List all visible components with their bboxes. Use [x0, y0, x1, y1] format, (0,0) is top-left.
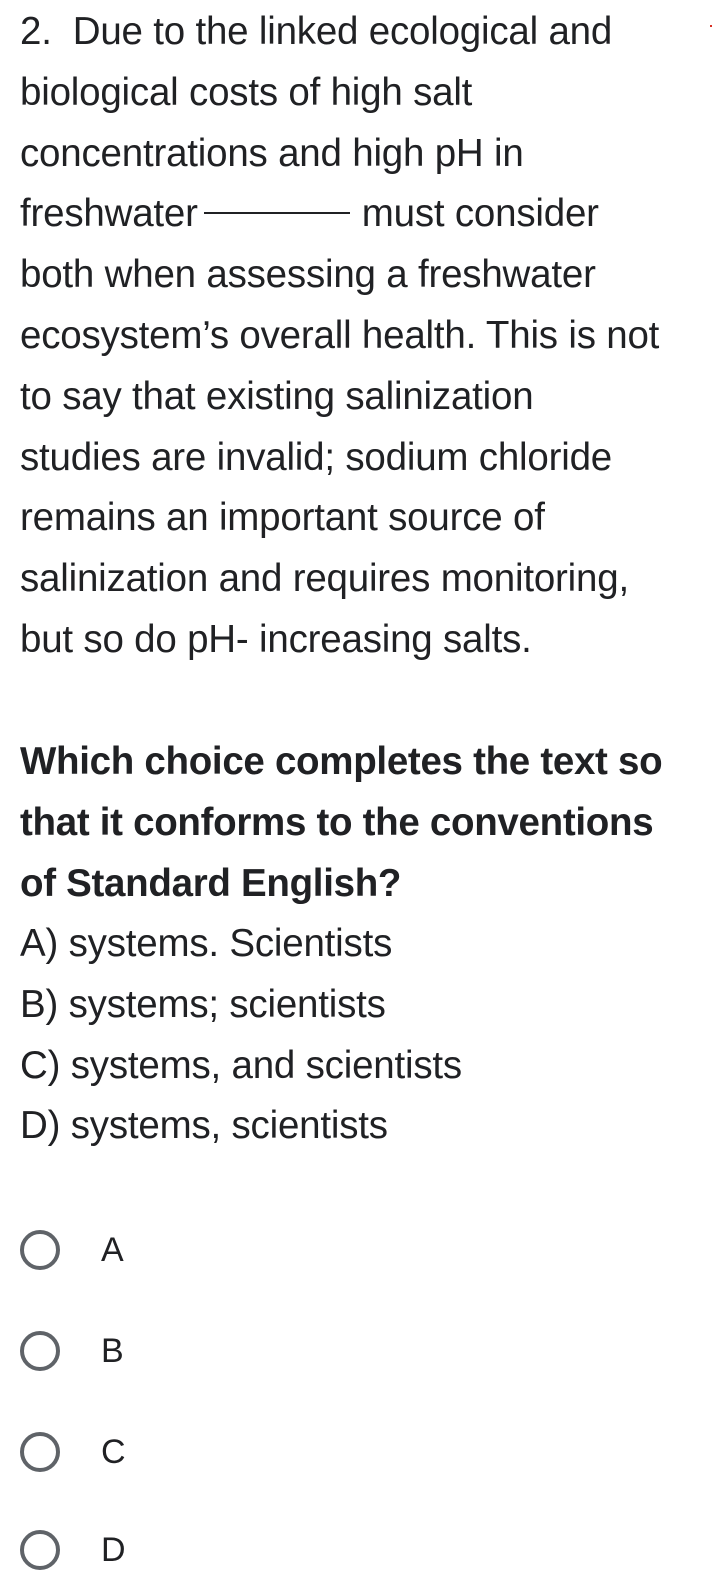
radio-unselected-icon[interactable] — [20, 1530, 60, 1570]
question-line: ecosystem’s overall health. This is not — [20, 313, 660, 357]
question-text — [20, 2, 710, 671]
option-a[interactable] — [20, 1220, 124, 1280]
question-line-with-blank: freshwater must consider — [20, 192, 599, 236]
choice-c-text: C) systems, and scientists — [20, 1043, 462, 1087]
question-prompt — [20, 732, 700, 914]
option-label: B — [101, 1331, 124, 1370]
radio-unselected-icon[interactable] — [20, 1230, 60, 1270]
prompt-line: that it conforms to the conventions — [20, 800, 654, 844]
radio-unselected-icon[interactable] — [20, 1331, 60, 1371]
choice-a-text: A) systems. Scientists — [20, 922, 393, 965]
red-dot-mark — [710, 25, 712, 27]
question-line: concentrations and high pH in — [20, 131, 524, 175]
question-line: biological costs of high salt — [20, 70, 473, 114]
option-d[interactable] — [20, 1520, 126, 1580]
question-line: remains an important source of — [20, 496, 545, 540]
prompt-line: of Standard English? — [20, 861, 402, 905]
question-line: to say that existing salinization — [20, 374, 534, 418]
question-line: studies are invalid; sodium chloride — [20, 435, 612, 479]
option-c[interactable] — [20, 1422, 126, 1482]
question-line: but so do pH- increasing salts. — [20, 617, 532, 661]
question-line: both when assessing a freshwater — [20, 253, 596, 297]
question-number: 2. — [20, 10, 52, 53]
choice-b-text: B) systems; scientists — [20, 982, 386, 1026]
answer-blank — [204, 212, 350, 214]
question-line: 2. Due to the linked ecological and — [20, 10, 613, 53]
option-label: C — [101, 1432, 126, 1471]
question-line: salinization and requires monitoring, — [20, 557, 629, 601]
option-b[interactable] — [20, 1321, 124, 1381]
radio-unselected-icon[interactable] — [20, 1432, 60, 1472]
option-label: A — [101, 1230, 124, 1269]
option-label: D — [101, 1530, 126, 1569]
prompt-line: Which choice completes the text so — [20, 740, 663, 783]
choice-d-text: D) systems, scientists — [20, 1104, 388, 1148]
answer-choices-list — [20, 914, 462, 1157]
